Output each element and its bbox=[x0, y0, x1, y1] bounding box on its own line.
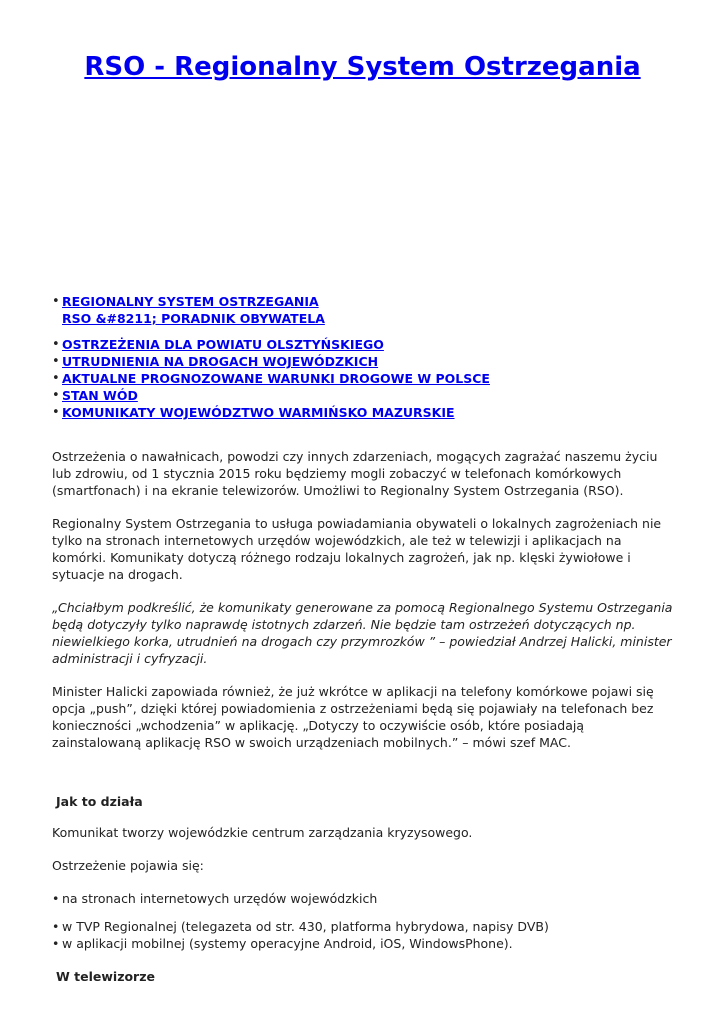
list-channels-1 bbox=[52, 890, 676, 907]
nav-item bbox=[52, 387, 692, 404]
list-channels-2 bbox=[52, 918, 676, 952]
paragraph-ostrzezenie: Ostrzeżenie pojawia się: bbox=[52, 858, 204, 873]
heading-jak-to-dziala: Jak to działa bbox=[56, 794, 143, 809]
nav-link-rso[interactable]: REGIONALNY SYSTEM OSTRZEGANIA bbox=[62, 294, 319, 309]
paragraph-rso: Regionalny System Ostrzegania to usługa powiadamiania obywateli o lokalnych zagrożeniach nie tylko na stronach internetowych urzędów wojewódzkich, ale też w telewizji i aplikacjach na komórki. Komunikaty dotyczą różnego rodzaju lokalnych zagrożeń, jak np. klęski żywiołowe i sytuacje na drogach. bbox=[52, 516, 662, 582]
nav-item bbox=[52, 370, 692, 387]
paragraph-push: Minister Halicki zapowiada również, że już wkrótce w aplikacji na telefony komórkowe pojawi się opcja „push”, dzięki której powiadomienia z ostrzeżeniami będą się pojawiały na telefonach bez konieczności „wchodzenia” w aplikację. „Dotyczy to oczywiście osób, które posiadają zainstalowaną aplikację RSO w swoich urządzeniach mobilnych.” – mówi szef MAC. bbox=[52, 684, 654, 750]
nav-link-komunikaty[interactable]: KOMUNIKATY WOJEWÓDZTWO WARMIŃSKO MAZURSKIE bbox=[62, 405, 455, 420]
nav-link-warunki[interactable]: AKTUALNE PROGNOZOWANE WARUNKI DROGOWE W POLSCE bbox=[62, 371, 490, 386]
nav-link-poradnik[interactable]: RSO &#8211; PORADNIK OBYWATELA bbox=[62, 311, 325, 326]
article-content bbox=[52, 448, 676, 985]
nav-link-utrudnienia[interactable]: UTRUDNIENIA NA DROGACH WOJEWÓDZKICH bbox=[62, 354, 379, 369]
list-item: • w aplikacji mobilnej (systemy operacyjne Android, iOS, WindowsPhone). bbox=[52, 935, 676, 952]
nav-item bbox=[52, 353, 692, 370]
nav-item bbox=[52, 404, 692, 421]
nav-link-stan-wod[interactable]: STAN WÓD bbox=[62, 388, 138, 403]
list-item: • na stronach internetowych urzędów wojewódzkich bbox=[52, 890, 676, 907]
paragraph-intro: Ostrzeżenia o nawałnicach, powodzi czy innych zdarzeniach, mogących zagrażać naszemu życiu lub zdrowiu, od 1 stycznia 2015 roku będziemy mogli zobaczyć w telefonach komórkowych (smartfonach) i na ekranie telewizorów. Umożliwi to Regionalny System Ostrzegania (RSO). bbox=[52, 449, 658, 498]
nav-group bbox=[52, 293, 692, 327]
paragraph-komunikat: Komunikat tworzy wojewódzkie centrum zarządzania kryzysowego. bbox=[52, 825, 473, 840]
paragraph-quote: „Chciałbym podkreślić, że komunikaty generowane za pomocą Regionalnego Systemu Ostrzegania będą dotyczyły tylko naprawdę istotnych zdarzeń. Nie będzie tam ostrzeżeń dotyczących np. niewielkiego korka, utrudnień na drogach czy przymrozków ” – powiedział Andrzej Halicki, minister administracji i cyfryzacji. bbox=[52, 600, 673, 666]
nav-item-rso bbox=[52, 293, 692, 327]
heading-w-telewizorze: W telewizorze bbox=[56, 969, 155, 984]
nav-menu bbox=[52, 293, 692, 421]
list-item: • w TVP Regionalnej (telegazeta od str. 430, platforma hybrydowa, napisy DVB) bbox=[52, 918, 676, 935]
nav-item bbox=[52, 336, 692, 353]
nav-list bbox=[52, 336, 692, 421]
nav-link-ostrzezenia[interactable]: OSTRZEŻENIA DLA POWIATU OLSZTYŃSKIEGO bbox=[62, 337, 384, 352]
page-title[interactable]: RSO - Regionalny System Ostrzegania bbox=[84, 52, 641, 82]
